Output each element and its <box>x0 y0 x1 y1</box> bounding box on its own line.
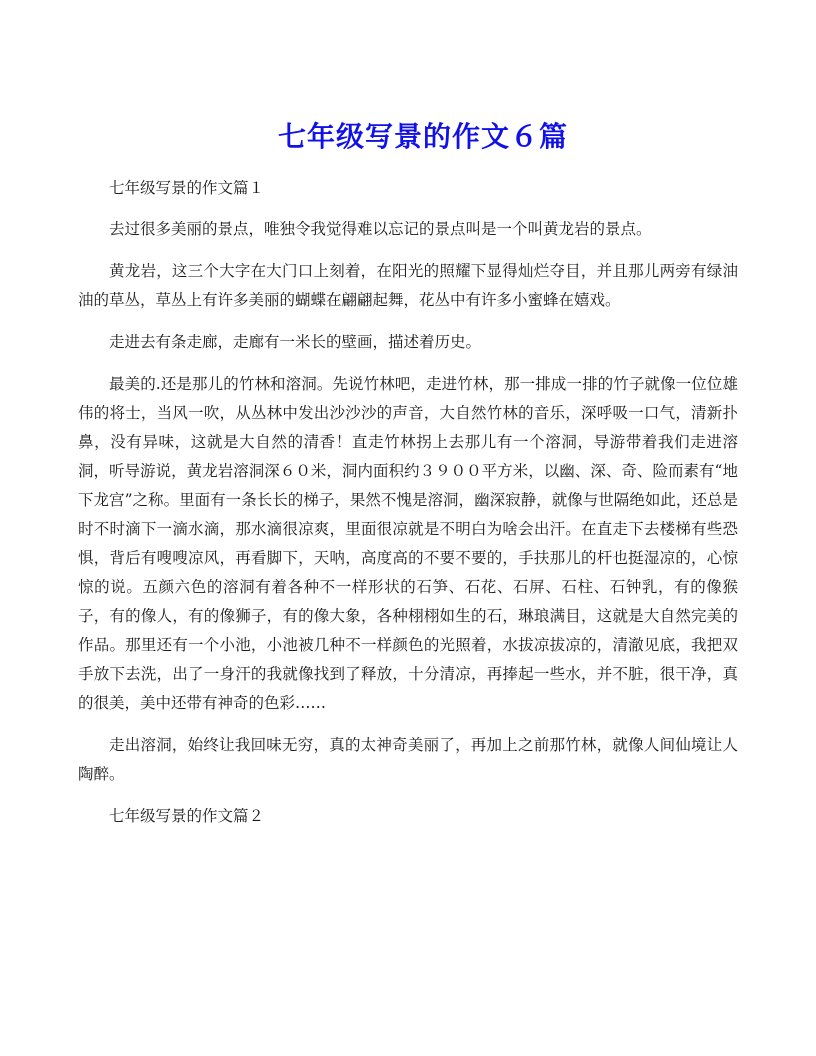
paragraph-bamboo-cave: 最美的.还是那儿的竹林和溶洞。先说竹林吧，走进竹林，那一排成一排的竹子就像一位位雄伟的将士，当风一吹，从丛林中发出沙沙沙的声音，大自然竹林的音乐，深呼吸一口气，清新扑鼻，没有异味，这就是大自然的清香！直走竹林拐上去那儿有一个溶洞，导游带着我们走进溶洞，听导游说，黄龙岩溶洞深６０米，洞内面积约３９００平方米，以幽、深、奇、险而素有“地下龙宫”之称。里面有一条长长的梯子，果然不愧是溶洞，幽深寂静，就像与世隔绝如此，还总是时不时滴下一滴水滴，那水滴很凉爽，里面很凉就是不明白为啥会出汗。在直走下去楼梯有些恐惧，背后有嗖嗖凉风，再看脚下，天呐，高度高的不要不要的，手扶那儿的杆也挺湿凉的，心惊惊的说。五颜六色的溶洞有着各种不一样形状的石笋、石花、石屏、石柱、石钟乳，有的像猴子，有的像人，有的像狮子，有的像大象，各种栩栩如生的石，琳琅满目，这就是大自然完美的作品。那里还有一个小池，小池被几种不一样颜色的光照着，水拔凉拔凉的，清澈见底，我把双手放下去洗，出了一身汗的我就像找到了释放，十分清凉，再捧起一些水，并不脏，很干净，真的很美，美中还带有神奇的色彩…… <box>78 375 738 712</box>
section-heading-1: 七年级写景的作文篇１ <box>109 179 265 197</box>
section-heading-2: 七年级写景的作文篇２ <box>109 807 265 825</box>
paragraph-gate: 黄龙岩，这三个大字在大门口上刻着，在阳光的照耀下显得灿烂夺目，并且那儿两旁有绿油油的草丛，草丛上有许多美丽的蝴蝶在翩翩起舞，花丛中有许多小蜜蜂在嬉戏。 <box>78 262 738 309</box>
paragraph-corridor: 走进去有条走廊，走廊有一米长的壁画，描述着历史。 <box>109 333 482 351</box>
paragraph-intro: 去过很多美丽的景点，唯独令我觉得难以忘记的景点叫是一个叫黄龙岩的景点。 <box>109 220 652 238</box>
document-body <box>78 174 738 843</box>
document-title: 七年级写景的作文６篇 <box>277 120 568 153</box>
paragraph-conclusion: 走出溶洞，始终让我回味无穷，真的太神奇美丽了，再加上之前那竹林，就像人间仙境让人陶醉。 <box>78 736 738 783</box>
